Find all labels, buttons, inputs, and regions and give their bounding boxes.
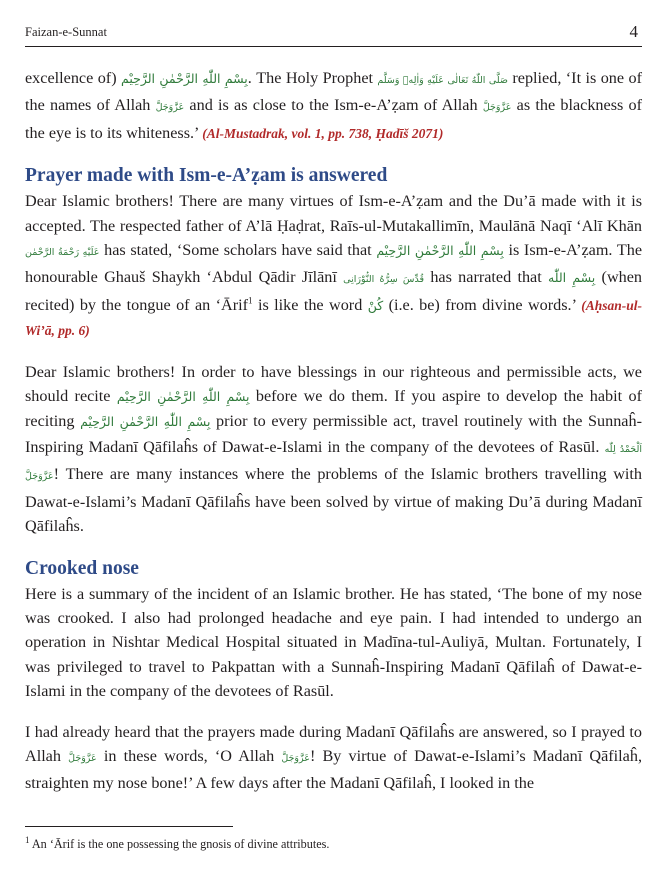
- footnote-marker: 1: [25, 834, 30, 845]
- citation: (Al-Mustadrak, vol. 1, pp. 738, Ḥadīš 2071): [202, 125, 444, 141]
- rahmat-calligraphy: عَلَيْهِ رَحْمَةُ الرَّحْمٰن: [25, 247, 100, 259]
- paragraph-hadith-excellence: excellence of) بِسْمِ اللّٰهِ الرَّحْمٰنِ الرَّحِيْم. The Holy Prophet صَلَّى اللّٰهُ تَعَالٰى عَلَيْهِ وَاٰلِهٖ وَسَلَّم replied, ‘It is one of the names of Allah عَزَّوَجَلَّ and is as close to the Ism-e-A’ẓam of Allah عَزَّوَجَلَّ as the blackness of the eye is to its whiteness.’ (Al-Mustadrak, vol. 1, pp. 738, Ḥadīš 2071): [25, 69, 643, 142]
- quddisa-calligraphy: قُدِّسَ سِرُّهُ النُّوْرَانِى: [343, 274, 425, 286]
- azzawajal-calligraphy: عَزَّوَجَلَّ: [482, 102, 512, 114]
- kun-calligraphy: كُنْ: [367, 297, 384, 313]
- bismillah-calligraphy: بِسْمِ اللّٰهِ الرَّحْمٰنِ الرَّحِيْم: [121, 71, 248, 86]
- paragraph-prayer-in-qafilah: I had already heard that the prayers made during Madanī Qāfilaĥs are answered, so I prayed to Allah عَزَّوَجَلَّ in these words, ‘O Allah عَزَّوَجَلَّ! By virtue of Dawat-e-Islami’s Madanī Qāfilaĥ, straighten my nose bone!’ A few days after the Madanī Qāfilaĥ, I looked in the: [25, 722, 642, 793]
- section-heading-ism-e-azam: Prayer made with Ism-e-A’ẓam is answered: [25, 165, 388, 187]
- azzawajal-calligraphy: عَزَّوَجَلَّ: [68, 752, 97, 764]
- citation: (Aḥsan-ul-Wi’ā, pp. 6): [25, 297, 642, 339]
- bismillah-calligraphy: بِسْمِ اللّٰهِ الرَّحْمٰنِ الرَّحِيْم: [376, 243, 504, 259]
- bismi-allah-calligraphy: بِسْمِ اللّٰه: [548, 270, 596, 286]
- paragraph-ism-e-azam: Dear Islamic brothers! There are many virtues of Ism-e-A’ẓam and the Du’ā made with it is accepted. The respected father of A’lā Ḥaḍrat, Raīs-ul-Mutakallimīn, Maulānā Naqī ‘Alī Khān عَلَيْهِ رَحْمَةُ الرَّحْمٰن has stated, ‘Some scholars have said that بِسْمِ اللّٰهِ الرَّحْمٰنِ الرَّحِيْم is Ism-e-A’ẓam. The honourable Ghauš Shaykh ‘Abdul Qādir Jīlānī قُدِّسَ سِرُّهُ النُّوْرَانِى has narrated that بِسْمِ اللّٰه (when recited) by the tongue of an ‘Ārif$^1$ is like the word كُنْ (i.e. be) from divine words.’ (Aḥsan-ul-Wi’ā, pp. 6): [25, 192, 643, 339]
- paragraph-recite-bismillah: Dear Islamic brothers! In order to have blessings in our righteous and permissible acts, we should recite بِسْمِ اللّٰهِ الرَّحْمٰنِ الرَّحِيْم before we do them. If you aspire to develop the habit of reciting بِسْمِ اللّٰهِ الرَّحْمٰنِ الرَّحِيْم prior to every permissible act, travel routinely with the Sunnaĥ-Inspiring Madanī Qāfilaĥs of Dawat-e-Islami in the company of the devotees of Rasūl. اَلْحَمْدُ لِلّٰه عَزَّوَجَلَّ! There are many instances where the problems of the Islamic brothers travelling with Dawat-e-Islami’s Madanī Qāfilaĥs have been solved by virtue of making Du’ā during Madanī Qāfilaĥs.: [25, 362, 642, 536]
- page-body: [25, 66, 642, 796]
- azzawajal-calligraphy: عَزَّوَجَلَّ: [155, 102, 185, 114]
- azzawajal-calligraphy: عَزَّوَجَلَّ: [281, 752, 310, 764]
- footnote-divider: [25, 826, 233, 827]
- page-number: 4: [629, 22, 638, 41]
- section-heading-crooked-nose: Crooked nose: [25, 557, 139, 579]
- bismillah-calligraphy: بِسْمِ اللّٰهِ الرَّحْمٰنِ الرَّحِيْم: [80, 414, 211, 430]
- durood-calligraphy: صَلَّى اللّٰهُ تَعَالٰى عَلَيْهِ وَاٰلِهٖ وَسَلَّم: [377, 75, 508, 86]
- book-title: Faizan-e-Sunnat: [25, 25, 107, 39]
- paragraph-nose-incident: Here is a summary of the incident of an Islamic brother. He has stated, ‘The bone of my nose was crooked. I also had prolonged headache and eye pain. I had intended to undergo an operation in Nishtar Medical Hospital situated in Madīna-tul-Auliyā, Multan. Fortunately, I was privileged to travel to Pakpattan with a Sunnaĥ-Inspiring Madanī Qāfilaĥ of Dawat-e-Islami in the company of the devotees of Rasūl.: [25, 584, 642, 701]
- running-header: [25, 22, 642, 47]
- footnote-marker: 1: [248, 295, 253, 306]
- bismillah-calligraphy: بِسْمِ اللّٰهِ الرَّحْمٰنِ الرَّحِيْم: [116, 389, 250, 405]
- alhamdulillah-calligraphy: اَلْحَمْدُ لِلّٰه عَزَّوَجَلَّ: [25, 443, 642, 483]
- footnote: [25, 834, 330, 852]
- footnote-text: An ‘Ārif is the one possessing the gnosis of divine attributes.: [29, 837, 330, 851]
